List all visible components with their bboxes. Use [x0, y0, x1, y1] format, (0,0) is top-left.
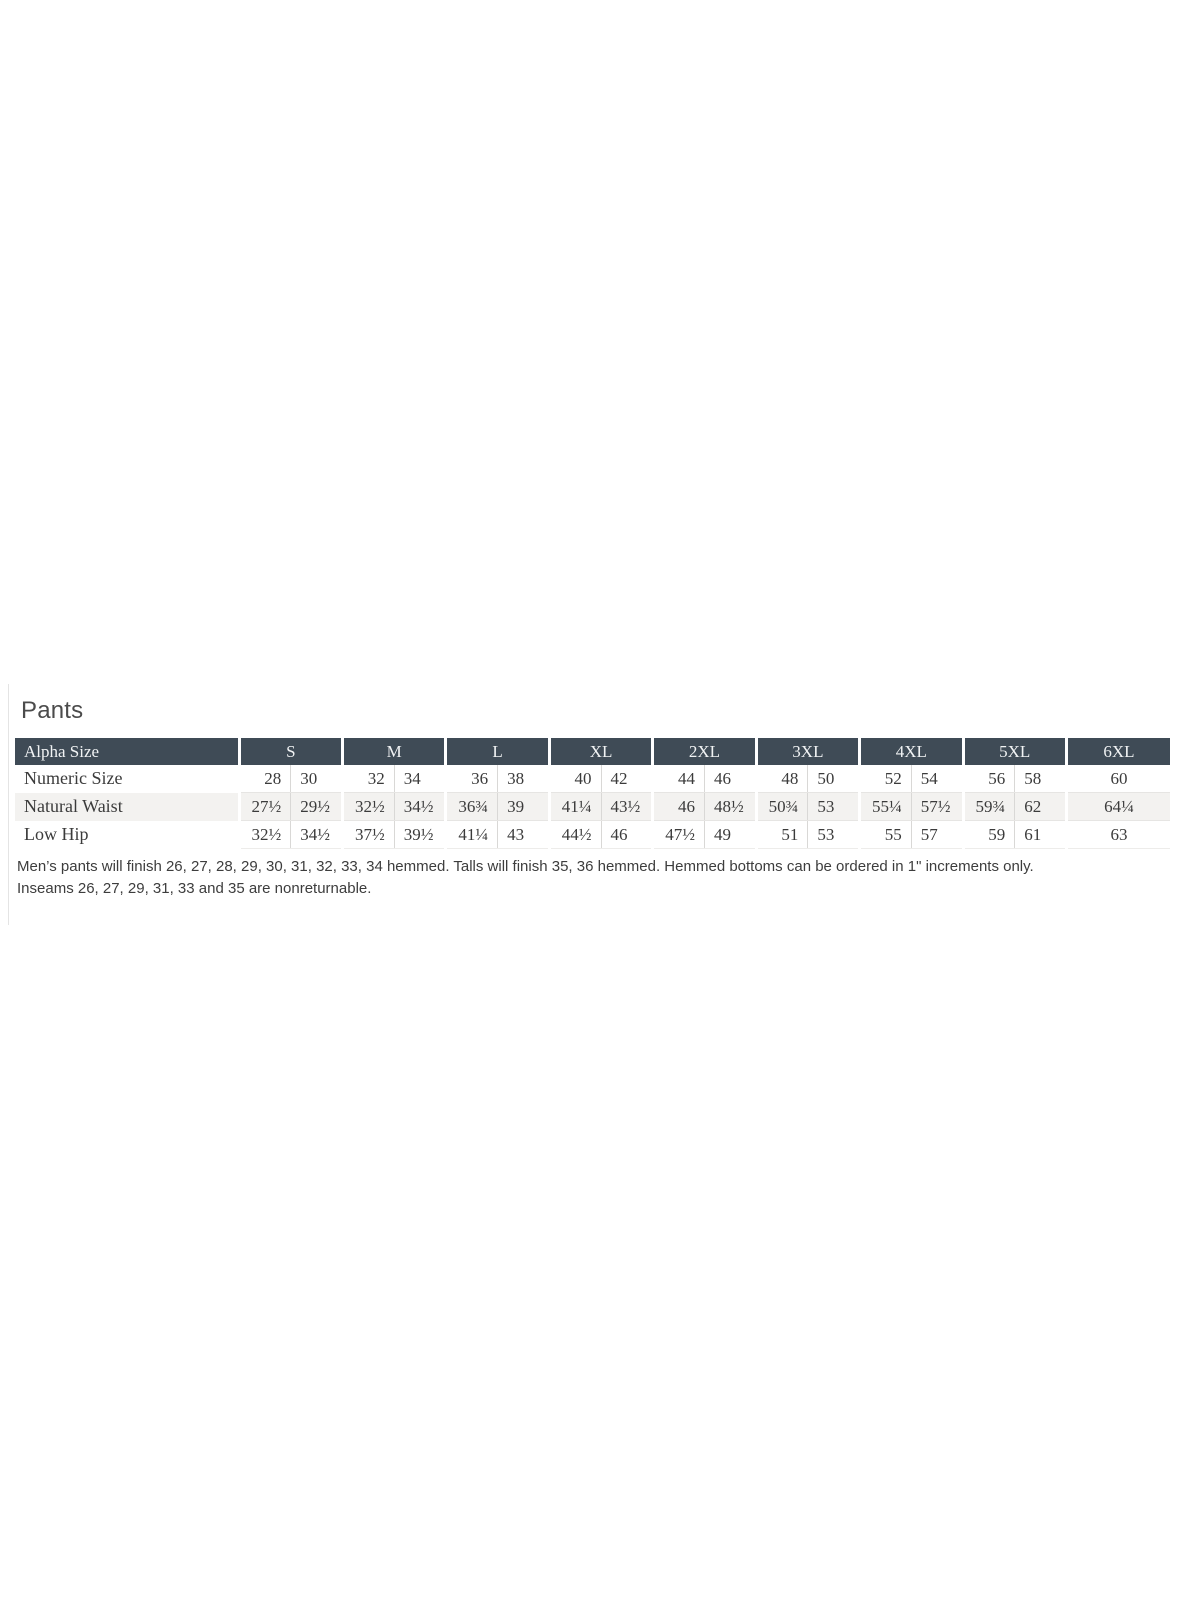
value-cell: 30	[291, 765, 343, 793]
value-cell: 60	[1066, 765, 1170, 793]
value-cell: 34½	[394, 793, 446, 821]
value-cell: 51	[756, 821, 808, 849]
note-line-2: Inseams 26, 27, 29, 31, 33 and 35 are nonreturnable.	[17, 880, 372, 897]
value-cell: 32½	[239, 821, 291, 849]
header-cell-l: L	[446, 738, 549, 765]
value-cell: 43	[498, 821, 550, 849]
table-row	[15, 793, 1170, 821]
value-cell: 40	[549, 765, 601, 793]
value-cell: 57	[911, 821, 963, 849]
table-row	[15, 765, 1170, 793]
value-cell: 27½	[239, 793, 291, 821]
value-cell: 42	[601, 765, 653, 793]
value-cell: 56	[963, 765, 1015, 793]
value-cell: 32	[343, 765, 395, 793]
value-cell: 48½	[704, 793, 756, 821]
value-cell: 52	[860, 765, 912, 793]
size-table	[15, 738, 1170, 849]
value-cell: 50	[808, 765, 860, 793]
value-cell: 50¾	[756, 793, 808, 821]
header-cell-6xl: 6XL	[1066, 738, 1170, 765]
value-cell: 43½	[601, 793, 653, 821]
header-row	[15, 738, 1170, 765]
value-cell: 41¼	[446, 821, 498, 849]
header-cell-xl: XL	[549, 738, 652, 765]
row-label: Natural Waist	[15, 793, 239, 821]
size-table-body	[15, 765, 1170, 849]
value-cell: 34	[394, 765, 446, 793]
value-cell: 62	[1015, 793, 1067, 821]
header-cell-5xl: 5XL	[963, 738, 1066, 765]
note-line-1: Men’s pants will finish 26, 27, 28, 29, 30, 31, 32, 33, 34 hemmed. Talls will finish 35, 36 hemmed. Hemmed bottoms can be ordered in 1" increments only.	[17, 858, 1034, 875]
size-chart-section	[15, 697, 1171, 900]
value-cell: 63	[1066, 821, 1170, 849]
value-cell: 59	[963, 821, 1015, 849]
value-cell: 39½	[394, 821, 446, 849]
value-cell: 47½	[653, 821, 705, 849]
value-cell: 32½	[343, 793, 395, 821]
value-cell: 58	[1015, 765, 1067, 793]
header-cell-m: M	[343, 738, 446, 765]
value-cell: 55	[860, 821, 912, 849]
value-cell: 46	[704, 765, 756, 793]
value-cell: 44½	[549, 821, 601, 849]
value-cell: 41¼	[549, 793, 601, 821]
value-cell: 28	[239, 765, 291, 793]
header-cell-s: S	[239, 738, 342, 765]
value-cell: 29½	[291, 793, 343, 821]
value-cell: 46	[601, 821, 653, 849]
value-cell: 37½	[343, 821, 395, 849]
value-cell: 57½	[911, 793, 963, 821]
panel-left-border	[8, 684, 9, 925]
header-cell-alpha-size: Alpha Size	[15, 738, 239, 765]
size-table-head	[15, 738, 1170, 765]
value-cell: 38	[498, 765, 550, 793]
value-cell: 44	[653, 765, 705, 793]
header-cell-2xl: 2XL	[653, 738, 756, 765]
value-cell: 36¾	[446, 793, 498, 821]
value-cell: 64¼	[1066, 793, 1170, 821]
header-cell-4xl: 4XL	[860, 738, 963, 765]
table-row	[15, 821, 1170, 849]
value-cell: 49	[704, 821, 756, 849]
row-label: Numeric Size	[15, 765, 239, 793]
value-cell: 55¼	[860, 793, 912, 821]
value-cell: 54	[911, 765, 963, 793]
value-cell: 36	[446, 765, 498, 793]
value-cell: 46	[653, 793, 705, 821]
value-cell: 53	[808, 821, 860, 849]
value-cell: 53	[808, 793, 860, 821]
section-title: Pants	[21, 697, 84, 724]
header-cell-3xl: 3XL	[756, 738, 859, 765]
value-cell: 59¾	[963, 793, 1015, 821]
size-chart-notes	[17, 856, 1171, 900]
value-cell: 48	[756, 765, 808, 793]
value-cell: 39	[498, 793, 550, 821]
value-cell: 61	[1015, 821, 1067, 849]
row-label: Low Hip	[15, 821, 239, 849]
value-cell: 34½	[291, 821, 343, 849]
